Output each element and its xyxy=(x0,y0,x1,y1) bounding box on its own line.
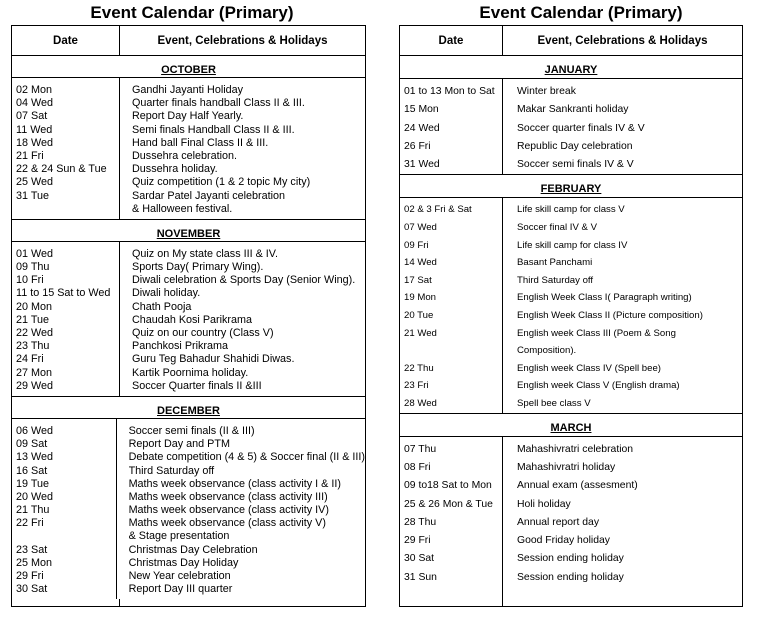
event-description: Winter break xyxy=(517,86,576,97)
event-description: Session ending holiday xyxy=(517,553,624,565)
event-date: 19 Tue xyxy=(16,477,50,490)
event-date: 24 Wed xyxy=(404,122,440,134)
event-description: Kartik Poornima holiday. xyxy=(132,366,249,379)
event-description: Sports Day( Primary Wing). xyxy=(132,261,264,274)
event-column xyxy=(503,79,742,174)
month-header xyxy=(12,405,365,419)
event-date: 11 Wed xyxy=(16,123,53,136)
event-description: Third Saturday off xyxy=(128,464,215,477)
event-date: 22 Thu xyxy=(404,362,434,374)
event-date: 22 Fri xyxy=(16,517,44,530)
event-column xyxy=(117,419,365,599)
event-date: 20 Mon xyxy=(16,300,53,313)
event-column xyxy=(503,437,742,587)
left-calendar-table xyxy=(11,25,366,607)
event-date: 31 Wed xyxy=(404,159,440,171)
event-description: English week Class V (English drama) xyxy=(517,380,680,392)
month-name: JANUARY xyxy=(544,64,598,76)
date-column-header: Date xyxy=(400,26,503,55)
event-date: 21 Wed xyxy=(404,327,437,339)
event-date: 22 & 24 Sun & Tue xyxy=(16,163,107,176)
event-date: 29 Fri xyxy=(404,535,431,547)
event-date: 01 to 13 Mon to Sat xyxy=(404,86,495,97)
event-description: Report Day III quarter xyxy=(128,583,233,596)
event-date: 06 Wed xyxy=(16,424,54,437)
month-name: DECEMBER xyxy=(157,404,220,417)
date-column xyxy=(12,242,120,396)
month-name: MARCH xyxy=(550,421,592,434)
event-description: Report Day and PTM xyxy=(128,438,230,451)
event-column xyxy=(120,242,365,396)
month-section-february xyxy=(400,174,742,412)
month-header xyxy=(400,183,742,198)
event-date: 07 Sat xyxy=(16,110,48,123)
month-header xyxy=(12,228,365,242)
event-description: Semi finals Handball Class II & III. xyxy=(132,123,295,136)
event-description: Mahashivratri celebration xyxy=(517,443,634,455)
event-date: 23 Thu xyxy=(16,340,50,353)
event-date: 14 Wed xyxy=(404,257,437,269)
event-description: Session ending holiday xyxy=(517,571,624,583)
date-column xyxy=(12,78,120,219)
event-date: 26 Fri xyxy=(404,140,431,152)
table-filler xyxy=(12,599,365,606)
event-column xyxy=(503,198,742,412)
event-date xyxy=(16,203,119,216)
event-description: Maths week observance (class activity IV) xyxy=(128,504,329,517)
event-column-header: Event, Celebrations & Holidays xyxy=(537,34,708,47)
event-description: Mahashivratri holiday xyxy=(517,461,616,473)
left-table-header xyxy=(12,26,365,56)
event-description: Quiz competition (1 & 2 topic My city) xyxy=(132,176,311,189)
event-description: Sardar Patel Jayanti celebration xyxy=(132,189,286,202)
event-description: Debate competition (4 & 5) & Soccer final (II & III) xyxy=(128,451,365,464)
month-header xyxy=(400,422,742,437)
event-date: 23 Fri xyxy=(404,380,429,392)
right-table-header xyxy=(400,26,742,56)
event-date: 24 Fri xyxy=(16,353,44,366)
event-date: 31 Tue xyxy=(16,189,50,202)
event-date: 16 Sat xyxy=(16,464,48,477)
event-description: Christmas Day Celebration xyxy=(128,543,258,556)
month-header xyxy=(12,64,365,78)
event-date: 25 & 26 Mon & Tue xyxy=(404,498,493,510)
month-name: OCTOBER xyxy=(161,64,216,76)
event-date: 29 Wed xyxy=(16,379,54,392)
event-date: 20 Wed xyxy=(16,490,54,503)
event-description: English Week Class II (Picture composition) xyxy=(517,310,703,322)
event-date: 19 Mon xyxy=(404,292,436,304)
month-name: NOVEMBER xyxy=(156,227,221,240)
event-description: & Stage presentation xyxy=(128,530,230,543)
event-description: Chath Pooja xyxy=(132,300,192,313)
event-column-header: Event, Celebrations & Holidays xyxy=(157,34,328,47)
date-column xyxy=(400,437,503,587)
event-date: 20 Tue xyxy=(404,310,434,322)
event-rows xyxy=(12,242,365,396)
event-description: Maths week observance (class activity V) xyxy=(128,517,326,530)
right-table-body xyxy=(400,56,742,606)
event-date: 09 Fri xyxy=(404,239,429,251)
event-date: 31 Sun xyxy=(404,571,437,583)
right-calendar-table xyxy=(399,25,743,607)
table-filler xyxy=(400,587,742,606)
event-description: Life skill camp for class IV xyxy=(517,239,628,251)
event-date xyxy=(404,342,502,360)
event-date: 09 Sat xyxy=(16,438,48,451)
event-date: 07 Thu xyxy=(404,443,437,455)
event-description: Quiz on My state class III & IV. xyxy=(132,247,279,260)
event-description: Dussehra celebration. xyxy=(132,149,238,162)
event-date: 10 Fri xyxy=(16,274,44,287)
event-description: Life skill camp for class V xyxy=(517,204,625,216)
event-description: Third Saturday off xyxy=(517,274,594,286)
event-description: Republic Day celebration xyxy=(517,140,633,152)
event-description: & Halloween festival. xyxy=(132,202,233,215)
event-date: 21 Thu xyxy=(16,504,50,517)
event-date: 01 Wed xyxy=(16,247,54,260)
event-description: Spell bee class V xyxy=(517,398,591,410)
month-section-october xyxy=(12,56,365,219)
event-date: 02 & 3 Fri & Sat xyxy=(404,204,472,216)
event-date: 11 to 15 Sat to Wed xyxy=(16,287,111,300)
month-section-november xyxy=(12,219,365,396)
event-description: Makar Sankranti holiday xyxy=(517,104,629,116)
event-rows xyxy=(12,419,365,599)
event-date: 30 Sat xyxy=(16,583,48,596)
event-description: Soccer final IV & V xyxy=(517,222,597,234)
event-date: 17 Sat xyxy=(404,274,432,286)
event-date: 30 Sat xyxy=(404,553,435,565)
event-rows xyxy=(400,79,742,174)
event-description: Chaudah Kosi Parikrama xyxy=(132,313,253,326)
event-description: Good Friday holiday xyxy=(517,535,610,547)
event-description: English Week Class I( Paragraph writing) xyxy=(517,292,692,304)
event-date: 09 to18 Sat to Mon xyxy=(404,480,492,492)
event-date: 27 Mon xyxy=(16,366,53,379)
event-description: Hand ball Final Class II & III. xyxy=(132,136,269,149)
event-date xyxy=(16,530,116,543)
event-description: Basant Panchami xyxy=(517,257,593,269)
event-date: 13 Wed xyxy=(16,451,54,464)
event-description: Diwali holiday. xyxy=(132,287,201,300)
event-description: Guru Teg Bahadur Shahidi Diwas. xyxy=(132,353,295,366)
date-column xyxy=(12,419,117,599)
event-description: Annual exam (assesment) xyxy=(517,480,638,492)
event-description: Panchkosi Prikrama xyxy=(132,340,229,353)
event-date: 18 Wed xyxy=(16,136,54,149)
event-date: 25 Wed xyxy=(16,176,54,189)
event-description: Soccer semi finals IV & V xyxy=(517,159,634,171)
event-date: 21 Tue xyxy=(16,313,50,326)
event-date: 29 Fri xyxy=(16,570,44,582)
event-description: English week Class III (Poem & Song xyxy=(517,327,676,339)
event-date: 08 Fri xyxy=(404,461,431,473)
month-header xyxy=(400,64,742,79)
event-date: 02 Mon xyxy=(16,84,53,96)
date-column-header: Date xyxy=(12,26,120,55)
event-description: Composition). xyxy=(517,345,577,357)
event-column xyxy=(120,78,365,219)
event-description: Maths week observance (class activity III) xyxy=(128,490,328,503)
event-description: Report Day Half Yearly. xyxy=(132,110,244,123)
event-description: Quiz on our country (Class V) xyxy=(132,327,274,339)
event-description: Soccer semi finals (II & III) xyxy=(128,424,255,437)
event-rows xyxy=(400,437,742,587)
event-description: Quarter finals handball Class II & III. xyxy=(132,97,305,110)
event-description: New Year celebration xyxy=(128,570,231,582)
event-rows xyxy=(12,78,365,219)
event-date: 09 Thu xyxy=(16,261,50,274)
event-description: Holi holiday xyxy=(517,498,571,510)
event-description: Soccer quarter finals IV & V xyxy=(517,122,645,134)
event-date: 15 Mon xyxy=(404,104,439,116)
event-date: 04 Wed xyxy=(16,97,54,110)
event-date: 28 Thu xyxy=(404,516,437,528)
left-calendar-title: Event Calendar (Primary) xyxy=(90,3,294,22)
right-calendar-title: Event Calendar (Primary) xyxy=(479,3,683,22)
date-column xyxy=(400,198,503,412)
event-description: Annual report day xyxy=(517,516,600,528)
event-description: Christmas Day Holiday xyxy=(128,556,239,569)
event-date: 21 Fri xyxy=(16,149,44,162)
event-description: English week Class IV (Spell bee) xyxy=(517,362,661,374)
month-section-january xyxy=(400,56,742,174)
event-date: 23 Sat xyxy=(16,543,48,556)
month-section-december xyxy=(12,396,365,599)
event-description: Dussehra holiday. xyxy=(132,163,218,176)
left-table-body xyxy=(12,56,365,606)
event-description: Gandhi Jayanti Holiday xyxy=(132,84,244,96)
event-rows xyxy=(400,198,742,412)
event-date: 07 Wed xyxy=(404,222,437,234)
date-column xyxy=(400,79,503,174)
right-calendar xyxy=(384,0,768,618)
event-date: 25 Mon xyxy=(16,556,53,569)
event-description: Diwali celebration & Sports Day (Senior Wing). xyxy=(132,274,356,287)
event-date: 22 Wed xyxy=(16,327,54,339)
month-section-march xyxy=(400,413,742,587)
month-name: FEBRUARY xyxy=(540,183,602,196)
event-description: Maths week observance (class activity I & II) xyxy=(128,477,341,490)
event-date: 28 Wed xyxy=(404,398,437,410)
event-description: Soccer Quarter finals II &III xyxy=(132,379,262,392)
